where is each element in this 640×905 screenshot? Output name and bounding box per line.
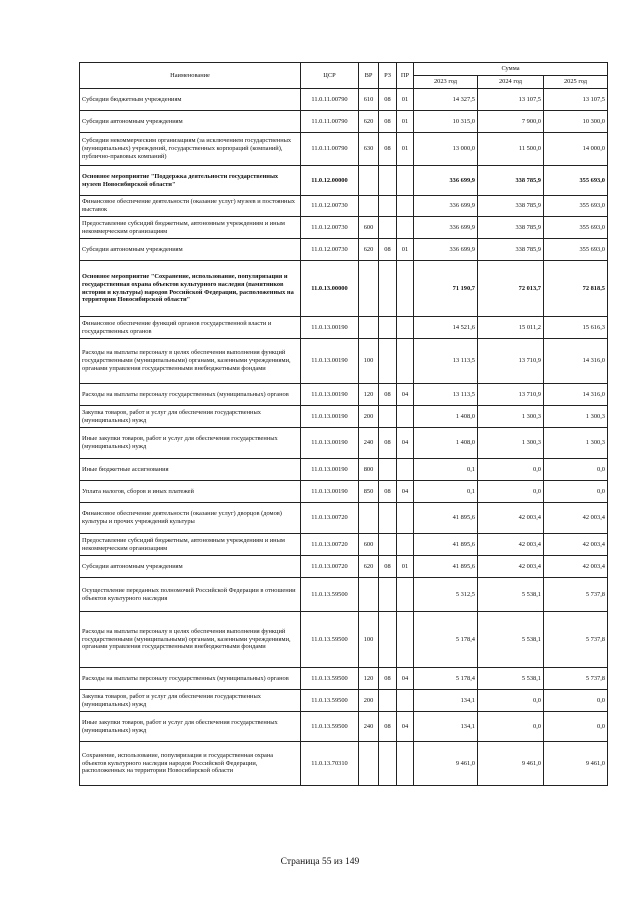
cell-csr: 11.0.13.00190 xyxy=(301,481,359,503)
cell-pr: 01 xyxy=(397,239,414,261)
cell-name: Финансовое обеспечение деятельности (оказание услуг) дворцов (домов) культуры и прочих учреждений культуры xyxy=(80,503,301,534)
cell-v2024: 9 461,0 xyxy=(478,742,544,786)
cell-v2023: 0,1 xyxy=(414,481,478,503)
cell-name: Субсидии автономным учреждениям xyxy=(80,556,301,578)
header-year-2024: 2024 год xyxy=(478,76,544,89)
cell-rz: 08 xyxy=(379,428,397,459)
cell-pr xyxy=(397,742,414,786)
cell-csr: 11.0.13.00190 xyxy=(301,428,359,459)
cell-vr: 120 xyxy=(359,384,379,406)
cell-csr: 11.0.13.59500 xyxy=(301,690,359,712)
cell-rz xyxy=(379,690,397,712)
cell-v2024: 0,0 xyxy=(478,690,544,712)
cell-name: Финансовое обеспечение функций органов государственной власти и государственных органов xyxy=(80,317,301,339)
cell-rz xyxy=(379,317,397,339)
table-row xyxy=(80,742,608,786)
cell-csr: 11.0.13.00000 xyxy=(301,261,359,317)
cell-v2024: 42 003,4 xyxy=(478,534,544,556)
cell-csr: 11.0.11.00790 xyxy=(301,133,359,166)
cell-vr: 200 xyxy=(359,690,379,712)
cell-csr: 11.0.13.00720 xyxy=(301,503,359,534)
cell-rz xyxy=(379,612,397,668)
cell-v2025: 355 693,0 xyxy=(544,196,608,217)
cell-pr xyxy=(397,534,414,556)
cell-v2024: 1 300,3 xyxy=(478,428,544,459)
cell-vr: 620 xyxy=(359,111,379,133)
cell-name: Расходы на выплаты персоналу в целях обеспечения выполнения функций государственными (муниципальными) органами, казенными учреждениями, органами управления государственными внебюджетными фондами xyxy=(80,339,301,384)
table-row xyxy=(80,503,608,534)
cell-v2024: 5 538,1 xyxy=(478,668,544,690)
cell-v2023: 10 315,0 xyxy=(414,111,478,133)
cell-name: Основное мероприятие "Сохранение, использование, популяризация и государственная охрана объектов культурного наследия (памятников истории и культуры) народов Российской Федерации, расположенных на территории Новосибирской области" xyxy=(80,261,301,317)
cell-pr: 04 xyxy=(397,428,414,459)
cell-name: Субсидии автономным учреждениям xyxy=(80,239,301,261)
cell-v2024: 42 003,4 xyxy=(478,503,544,534)
cell-v2025: 10 300,0 xyxy=(544,111,608,133)
cell-vr xyxy=(359,196,379,217)
cell-v2024: 1 300,3 xyxy=(478,406,544,428)
cell-name: Иные бюджетные ассигнования xyxy=(80,459,301,481)
cell-v2023: 41 895,6 xyxy=(414,556,478,578)
table-row xyxy=(80,406,608,428)
cell-rz xyxy=(379,339,397,384)
table-row xyxy=(80,459,608,481)
table-row xyxy=(80,196,608,217)
cell-v2025: 355 693,0 xyxy=(544,239,608,261)
cell-v2023: 13 113,5 xyxy=(414,384,478,406)
cell-v2025: 42 003,4 xyxy=(544,556,608,578)
cell-v2024: 0,0 xyxy=(478,459,544,481)
table-row xyxy=(80,133,608,166)
cell-rz xyxy=(379,534,397,556)
cell-vr: 600 xyxy=(359,217,379,239)
cell-vr: 600 xyxy=(359,534,379,556)
cell-v2024: 72 013,7 xyxy=(478,261,544,317)
cell-v2023: 336 699,9 xyxy=(414,196,478,217)
cell-v2023: 336 699,9 xyxy=(414,239,478,261)
cell-name: Предоставление субсидий бюджетным, автономным учреждениям и иным некоммерческим организациям xyxy=(80,534,301,556)
cell-pr xyxy=(397,406,414,428)
cell-pr xyxy=(397,339,414,384)
cell-v2025: 355 693,0 xyxy=(544,217,608,239)
cell-v2023: 1 408,0 xyxy=(414,406,478,428)
cell-v2025: 42 003,4 xyxy=(544,503,608,534)
cell-v2025: 5 737,8 xyxy=(544,612,608,668)
cell-v2024: 338 785,9 xyxy=(478,217,544,239)
cell-rz: 08 xyxy=(379,481,397,503)
cell-csr: 11.0.13.70310 xyxy=(301,742,359,786)
table-row xyxy=(80,534,608,556)
cell-v2023: 5 312,5 xyxy=(414,578,478,612)
cell-csr: 11.0.13.59500 xyxy=(301,712,359,742)
header-year-2023: 2023 год xyxy=(414,76,478,89)
cell-rz xyxy=(379,578,397,612)
table-row xyxy=(80,89,608,111)
cell-v2025: 9 461,0 xyxy=(544,742,608,786)
cell-v2025: 0,0 xyxy=(544,481,608,503)
cell-csr: 11.0.13.59500 xyxy=(301,612,359,668)
cell-name: Расходы на выплаты персоналу государственных (муниципальных) органов xyxy=(80,384,301,406)
cell-vr: 100 xyxy=(359,612,379,668)
cell-v2023: 1 408,0 xyxy=(414,428,478,459)
cell-csr: 11.0.11.00790 xyxy=(301,111,359,133)
cell-pr: 04 xyxy=(397,384,414,406)
cell-pr xyxy=(397,690,414,712)
cell-pr: 01 xyxy=(397,111,414,133)
cell-rz xyxy=(379,217,397,239)
cell-name: Субсидии бюджетным учреждениям xyxy=(80,89,301,111)
cell-v2024: 13 710,9 xyxy=(478,339,544,384)
cell-csr: 11.0.12.00730 xyxy=(301,196,359,217)
cell-csr: 11.0.13.00190 xyxy=(301,459,359,481)
cell-name: Основное мероприятие "Поддержка деятельности государственных музеев Новосибирской области" xyxy=(80,166,301,196)
header-pr: ПР xyxy=(397,63,414,89)
cell-v2024: 7 900,0 xyxy=(478,111,544,133)
cell-v2024: 11 500,0 xyxy=(478,133,544,166)
cell-v2023: 336 699,9 xyxy=(414,217,478,239)
table-body xyxy=(80,89,608,786)
cell-vr: 800 xyxy=(359,459,379,481)
table-row xyxy=(80,690,608,712)
cell-v2023: 134,1 xyxy=(414,712,478,742)
table-row xyxy=(80,556,608,578)
cell-v2024: 5 538,1 xyxy=(478,578,544,612)
cell-pr xyxy=(397,196,414,217)
cell-v2025: 1 300,3 xyxy=(544,428,608,459)
cell-csr: 11.0.12.00730 xyxy=(301,217,359,239)
cell-name: Закупка товаров, работ и услуг для обеспечения государственных (муниципальных) нужд xyxy=(80,690,301,712)
cell-pr xyxy=(397,261,414,317)
cell-v2023: 14 327,5 xyxy=(414,89,478,111)
cell-v2025: 14 000,0 xyxy=(544,133,608,166)
cell-v2025: 5 737,8 xyxy=(544,668,608,690)
cell-csr: 11.0.13.00190 xyxy=(301,317,359,339)
cell-vr xyxy=(359,742,379,786)
cell-rz: 08 xyxy=(379,89,397,111)
table-header xyxy=(80,63,608,89)
cell-v2025: 0,0 xyxy=(544,712,608,742)
cell-pr: 04 xyxy=(397,668,414,690)
cell-csr: 11.0.12.00730 xyxy=(301,239,359,261)
cell-csr: 11.0.13.59500 xyxy=(301,578,359,612)
cell-v2024: 338 785,9 xyxy=(478,196,544,217)
cell-rz xyxy=(379,742,397,786)
cell-rz xyxy=(379,196,397,217)
cell-rz: 08 xyxy=(379,239,397,261)
cell-v2024: 338 785,9 xyxy=(478,166,544,196)
cell-csr: 11.0.11.00790 xyxy=(301,89,359,111)
cell-name: Сохранение, использование, популяризация и государственная охрана объектов культурного наследия народов Российской Федерации, расположенных на территории Новосибирской области xyxy=(80,742,301,786)
cell-name: Иные закупки товаров, работ и услуг для обеспечения государственных (муниципальных) нужд xyxy=(80,712,301,742)
cell-csr: 11.0.13.00720 xyxy=(301,556,359,578)
cell-v2023: 41 895,6 xyxy=(414,534,478,556)
cell-vr xyxy=(359,166,379,196)
cell-vr: 620 xyxy=(359,239,379,261)
header-vr: ВР xyxy=(359,63,379,89)
cell-vr: 120 xyxy=(359,668,379,690)
cell-v2023: 13 000,0 xyxy=(414,133,478,166)
table-row xyxy=(80,481,608,503)
cell-v2025: 14 316,0 xyxy=(544,384,608,406)
cell-v2023: 41 895,6 xyxy=(414,503,478,534)
table-row xyxy=(80,384,608,406)
cell-pr xyxy=(397,217,414,239)
cell-v2025: 355 693,0 xyxy=(544,166,608,196)
table-row xyxy=(80,217,608,239)
cell-v2025: 13 107,5 xyxy=(544,89,608,111)
cell-v2025: 0,0 xyxy=(544,459,608,481)
cell-v2023: 71 190,7 xyxy=(414,261,478,317)
cell-pr: 01 xyxy=(397,556,414,578)
cell-name: Осуществление переданных полномочий Российской Федерации в отношении объектов культурного наследия xyxy=(80,578,301,612)
cell-rz: 08 xyxy=(379,556,397,578)
cell-rz xyxy=(379,406,397,428)
cell-rz xyxy=(379,261,397,317)
cell-vr: 850 xyxy=(359,481,379,503)
cell-rz: 08 xyxy=(379,111,397,133)
cell-v2025: 0,0 xyxy=(544,690,608,712)
header-sum: Сумма xyxy=(414,63,608,76)
cell-v2025: 5 737,8 xyxy=(544,578,608,612)
table-row xyxy=(80,339,608,384)
cell-v2024: 338 785,9 xyxy=(478,239,544,261)
cell-pr xyxy=(397,459,414,481)
cell-pr: 01 xyxy=(397,133,414,166)
table-row xyxy=(80,317,608,339)
cell-rz xyxy=(379,503,397,534)
cell-name: Субсидии автономным учреждениям xyxy=(80,111,301,133)
header-csr: ЦСР xyxy=(301,63,359,89)
cell-vr: 240 xyxy=(359,712,379,742)
cell-v2023: 13 113,5 xyxy=(414,339,478,384)
cell-rz xyxy=(379,459,397,481)
cell-vr: 240 xyxy=(359,428,379,459)
cell-v2023: 0,1 xyxy=(414,459,478,481)
cell-v2023: 5 178,4 xyxy=(414,612,478,668)
cell-v2023: 134,1 xyxy=(414,690,478,712)
table-row xyxy=(80,166,608,196)
cell-name: Финансовое обеспечение деятельности (оказание услуг) музеев и постоянных выставок xyxy=(80,196,301,217)
cell-vr xyxy=(359,578,379,612)
cell-rz xyxy=(379,166,397,196)
cell-name: Уплата налогов, сборов и иных платежей xyxy=(80,481,301,503)
cell-v2023: 14 521,6 xyxy=(414,317,478,339)
cell-rz: 08 xyxy=(379,384,397,406)
cell-pr xyxy=(397,166,414,196)
cell-v2025: 14 316,0 xyxy=(544,339,608,384)
cell-vr: 100 xyxy=(359,339,379,384)
cell-v2024: 0,0 xyxy=(478,712,544,742)
cell-v2025: 72 818,5 xyxy=(544,261,608,317)
cell-rz: 08 xyxy=(379,133,397,166)
table-row xyxy=(80,261,608,317)
table-row xyxy=(80,239,608,261)
cell-pr xyxy=(397,317,414,339)
header-year-2025: 2025 год xyxy=(544,76,608,89)
cell-v2024: 13 107,5 xyxy=(478,89,544,111)
cell-name: Субсидии некоммерческим организациям (за исключением государственных (муниципальных) учреждений, государственных корпораций (компаний), публично-правовых компаний) xyxy=(80,133,301,166)
cell-v2024: 15 011,2 xyxy=(478,317,544,339)
table-row xyxy=(80,428,608,459)
cell-vr: 610 xyxy=(359,89,379,111)
table-row xyxy=(80,712,608,742)
cell-v2024: 0,0 xyxy=(478,481,544,503)
cell-vr: 630 xyxy=(359,133,379,166)
cell-rz: 08 xyxy=(379,668,397,690)
cell-pr: 01 xyxy=(397,89,414,111)
cell-v2023: 9 461,0 xyxy=(414,742,478,786)
cell-csr: 11.0.13.00720 xyxy=(301,534,359,556)
cell-csr: 11.0.12.00000 xyxy=(301,166,359,196)
cell-v2025: 15 616,3 xyxy=(544,317,608,339)
cell-csr: 11.0.13.59500 xyxy=(301,668,359,690)
table-row xyxy=(80,668,608,690)
header-name: Наименование xyxy=(80,63,301,89)
header-rz: РЗ xyxy=(379,63,397,89)
cell-csr: 11.0.13.00190 xyxy=(301,339,359,384)
cell-name: Предоставление субсидий бюджетным, автономным учреждениям и иным некоммерческим организациям xyxy=(80,217,301,239)
cell-v2025: 42 003,4 xyxy=(544,534,608,556)
budget-table xyxy=(79,62,608,786)
table-row xyxy=(80,111,608,133)
cell-v2024: 5 538,1 xyxy=(478,612,544,668)
cell-name: Закупка товаров, работ и услуг для обеспечения государственных (муниципальных) нужд xyxy=(80,406,301,428)
cell-csr: 11.0.13.00190 xyxy=(301,384,359,406)
page-number: Страница 55 из 149 xyxy=(280,857,360,867)
cell-v2023: 336 699,9 xyxy=(414,166,478,196)
cell-v2024: 42 003,4 xyxy=(478,556,544,578)
cell-vr: 200 xyxy=(359,406,379,428)
cell-v2024: 13 710,9 xyxy=(478,384,544,406)
cell-pr xyxy=(397,578,414,612)
cell-pr xyxy=(397,612,414,668)
cell-name: Иные закупки товаров, работ и услуг для обеспечения государственных (муниципальных) нужд xyxy=(80,428,301,459)
cell-rz: 08 xyxy=(379,712,397,742)
cell-vr xyxy=(359,503,379,534)
cell-pr: 04 xyxy=(397,712,414,742)
cell-v2023: 5 178,4 xyxy=(414,668,478,690)
cell-pr xyxy=(397,503,414,534)
table-row xyxy=(80,612,608,668)
cell-name: Расходы на выплаты персоналу в целях обеспечения выполнения функций государственными (муниципальными) органами, казенными учреждениями, органами управления государственными внебюджетными фондами xyxy=(80,612,301,668)
cell-vr xyxy=(359,261,379,317)
cell-pr: 04 xyxy=(397,481,414,503)
cell-vr xyxy=(359,317,379,339)
cell-csr: 11.0.13.00190 xyxy=(301,406,359,428)
cell-v2025: 1 300,3 xyxy=(544,406,608,428)
cell-vr: 620 xyxy=(359,556,379,578)
table-row xyxy=(80,578,608,612)
cell-name: Расходы на выплаты персоналу государственных (муниципальных) органов xyxy=(80,668,301,690)
